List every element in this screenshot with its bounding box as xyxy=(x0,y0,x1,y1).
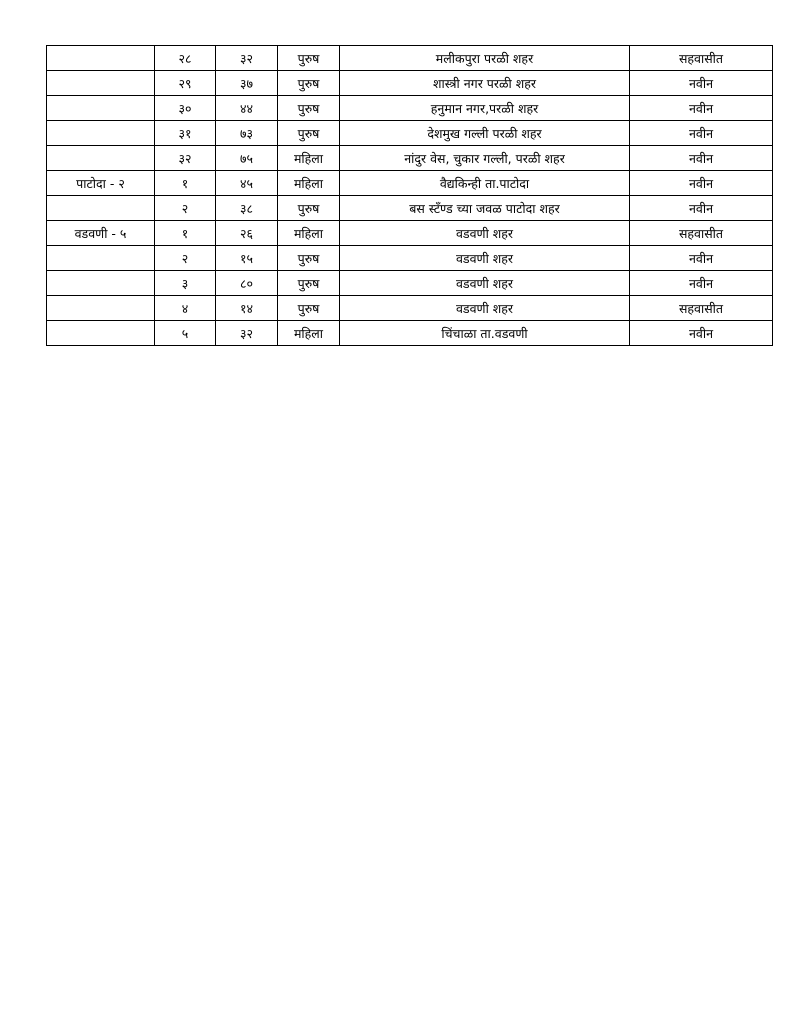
address-cell: वडवणी शहर xyxy=(340,246,630,271)
gender-cell: महिला xyxy=(278,321,340,346)
serial-cell: ३१ xyxy=(155,121,216,146)
patient-table-container xyxy=(46,45,772,346)
age-cell: ४५ xyxy=(216,171,278,196)
table-row xyxy=(47,271,773,296)
status-cell: सहवासीत xyxy=(630,46,773,71)
address-cell: चिंचाळा ता.वडवणी xyxy=(340,321,630,346)
taluka-cell xyxy=(47,146,155,171)
table-row xyxy=(47,321,773,346)
age-cell: ८० xyxy=(216,271,278,296)
table-row xyxy=(47,246,773,271)
address-cell: बस स्टँण्ड च्या जवळ पाटोदा शहर xyxy=(340,196,630,221)
serial-cell: २ xyxy=(155,196,216,221)
gender-cell: महिला xyxy=(278,146,340,171)
address-cell: हनुमान नगर,परळी शहर xyxy=(340,96,630,121)
taluka-cell xyxy=(47,271,155,296)
address-cell: शास्त्री नगर परळी शहर xyxy=(340,71,630,96)
table-row xyxy=(47,196,773,221)
status-cell: नवीन xyxy=(630,96,773,121)
gender-cell: पुरुष xyxy=(278,296,340,321)
taluka-cell xyxy=(47,96,155,121)
table-row xyxy=(47,221,773,246)
serial-cell: ५ xyxy=(155,321,216,346)
serial-cell: ३० xyxy=(155,96,216,121)
patient-table xyxy=(46,45,773,346)
address-cell: वैद्यकिन्ही ता.पाटोदा xyxy=(340,171,630,196)
gender-cell: पुरुष xyxy=(278,246,340,271)
table-row xyxy=(47,71,773,96)
gender-cell: पुरुष xyxy=(278,121,340,146)
serial-cell: ३ xyxy=(155,271,216,296)
gender-cell: महिला xyxy=(278,171,340,196)
status-cell: सहवासीत xyxy=(630,296,773,321)
address-cell: नांदुर वेस, चुकार गल्ली, परळी शहर xyxy=(340,146,630,171)
age-cell: १४ xyxy=(216,296,278,321)
status-cell: नवीन xyxy=(630,121,773,146)
age-cell: ४४ xyxy=(216,96,278,121)
serial-cell: १ xyxy=(155,221,216,246)
serial-cell: २९ xyxy=(155,71,216,96)
status-cell: नवीन xyxy=(630,171,773,196)
table-row xyxy=(47,46,773,71)
status-cell: नवीन xyxy=(630,146,773,171)
status-cell: नवीन xyxy=(630,271,773,296)
status-cell: सहवासीत xyxy=(630,221,773,246)
taluka-cell: वडवणी - ५ xyxy=(47,221,155,246)
taluka-cell: पाटोदा - २ xyxy=(47,171,155,196)
gender-cell: पुरुष xyxy=(278,71,340,96)
taluka-cell xyxy=(47,71,155,96)
status-cell: नवीन xyxy=(630,246,773,271)
taluka-cell xyxy=(47,296,155,321)
taluka-cell xyxy=(47,321,155,346)
age-cell: ३८ xyxy=(216,196,278,221)
serial-cell: ४ xyxy=(155,296,216,321)
serial-cell: १ xyxy=(155,171,216,196)
table-row xyxy=(47,96,773,121)
serial-cell: ३२ xyxy=(155,146,216,171)
address-cell: देशमुख गल्ली परळी शहर xyxy=(340,121,630,146)
serial-cell: २ xyxy=(155,246,216,271)
serial-cell: २८ xyxy=(155,46,216,71)
address-cell: मलीकपुरा परळी शहर xyxy=(340,46,630,71)
table-row xyxy=(47,171,773,196)
gender-cell: पुरुष xyxy=(278,196,340,221)
age-cell: ३२ xyxy=(216,321,278,346)
address-cell: वडवणी शहर xyxy=(340,271,630,296)
address-cell: वडवणी शहर xyxy=(340,221,630,246)
taluka-cell xyxy=(47,46,155,71)
patient-table-body xyxy=(47,46,773,346)
taluka-cell xyxy=(47,246,155,271)
taluka-cell xyxy=(47,121,155,146)
age-cell: ३२ xyxy=(216,46,278,71)
status-cell: नवीन xyxy=(630,71,773,96)
gender-cell: पुरुष xyxy=(278,46,340,71)
gender-cell: पुरुष xyxy=(278,271,340,296)
address-cell: वडवणी शहर xyxy=(340,296,630,321)
age-cell: ३७ xyxy=(216,71,278,96)
table-row xyxy=(47,121,773,146)
age-cell: ७३ xyxy=(216,121,278,146)
gender-cell: महिला xyxy=(278,221,340,246)
table-row xyxy=(47,146,773,171)
status-cell: नवीन xyxy=(630,321,773,346)
taluka-cell xyxy=(47,196,155,221)
table-row xyxy=(47,296,773,321)
status-cell: नवीन xyxy=(630,196,773,221)
age-cell: २६ xyxy=(216,221,278,246)
age-cell: ७५ xyxy=(216,146,278,171)
gender-cell: पुरुष xyxy=(278,96,340,121)
age-cell: १५ xyxy=(216,246,278,271)
